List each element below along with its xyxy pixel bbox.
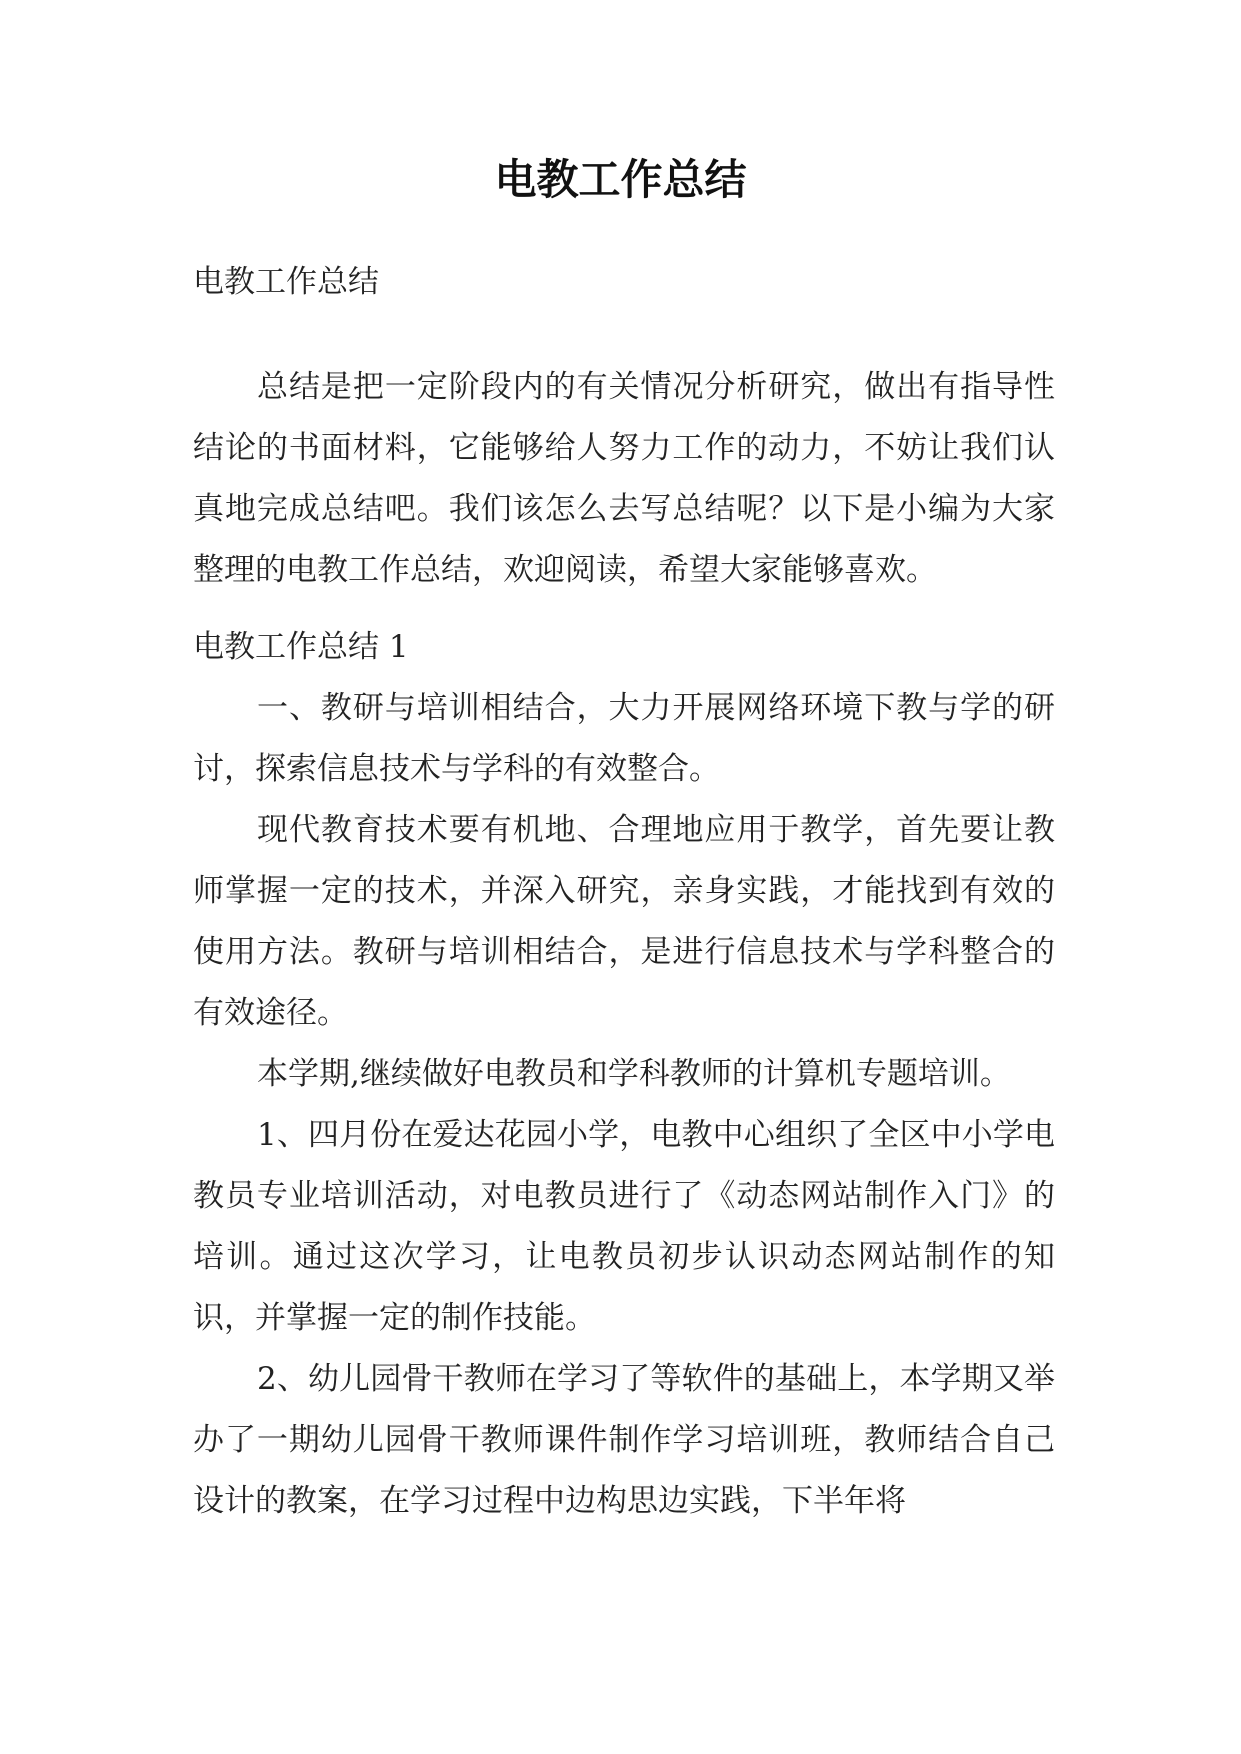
body-paragraph: 2、幼儿园骨干教师在学习了等软件的基础上，本学期又举办了一期幼儿园骨干教师课件制作学习培训班，教师结合自己设计的教案，在学习过程中边构思边实践，下半年将 (193, 1361, 1055, 1519)
document-title: 电教工作总结 (494, 155, 747, 204)
intro-block (193, 357, 1055, 601)
body-paragraph: 本学期,继续做好电教员和学科教师的计算机专题培训。 (257, 1056, 1011, 1092)
subtitle-block (193, 252, 1055, 313)
intro-paragraph: 总结是把一定阶段内的有关情况分析研究，做出有指导性结论的书面材料，它能够给人努力工作的动力，不妨让我们认真地完成总结吧。我们该怎么去写总结呢？以下是小编为大家整理的电教工作总结，欢迎阅读，希望大家能够喜欢。 (193, 369, 1055, 588)
body-paragraph: 一、教研与培训相结合，大力开展网络环境下教与学的研讨，探索信息技术与学科的有效整合。 (193, 690, 1055, 787)
section-heading: 电教工作总结 1 (193, 629, 409, 665)
document-subtitle: 电教工作总结 (193, 264, 379, 300)
section-block (193, 617, 1055, 1532)
body-paragraph: 现代教育技术要有机地、合理地应用于教学，首先要让教师掌握一定的技术，并深入研究，亲身实践，才能找到有效的使用方法。教研与培训相结合，是进行信息技术与学科整合的有效途径。 (193, 812, 1055, 1031)
body-paragraph: 1、四月份在爱达花园小学，电教中心组织了全区中小学电教员专业培训活动，对电教员进行了《动态网站制作入门》的培训。通过这次学习，让电教员初步认识动态网站制作的知识，并掌握一定的制作技能。 (193, 1117, 1055, 1336)
